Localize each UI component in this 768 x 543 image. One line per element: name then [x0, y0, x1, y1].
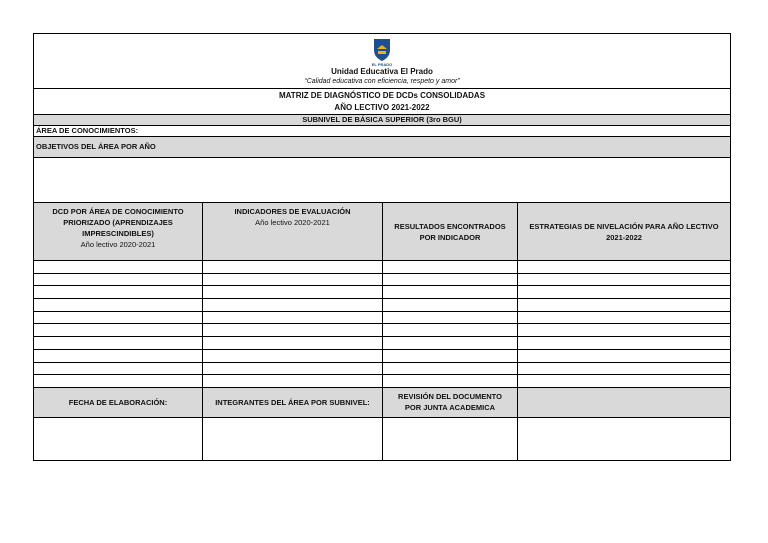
title-line-1: MATRIZ DE DIAGNÓSTICO DE DCDs CONSOLIDADAS [278, 91, 486, 100]
revision-line1: REVISIÓN DEL DOCUMENTO [398, 392, 502, 402]
footer-empty-cell[interactable] [518, 418, 730, 460]
col3-line1: RESULTADOS ENCONTRADOS [394, 221, 506, 231]
column-header-estrategias [518, 203, 730, 260]
school-name: Unidad Educativa El Prado [331, 67, 433, 76]
col1-line1: DCD POR ÁREA DE CONOCIMIENTO [52, 207, 184, 216]
column-header-resultados [383, 203, 518, 260]
column-header-indicadores [203, 203, 383, 260]
school-motto: “Calidad educativa con eficiencia, respeto y amor” [304, 78, 460, 85]
col1-line2: PRIORIZADO (APRENDIZAJES [63, 218, 173, 227]
subnivel-label: SUBNIVEL DE BÁSICA SUPERIOR (3ro BGU) [34, 115, 730, 126]
table-row[interactable] [34, 375, 730, 388]
col2-line2: Año lectivo 2020-2021 [255, 218, 330, 227]
col3-line2: POR INDICADOR [419, 232, 481, 242]
table-row[interactable] [34, 261, 730, 274]
revision-input-cell[interactable] [383, 418, 518, 460]
table-row[interactable] [34, 286, 730, 299]
objetivos-input-area[interactable] [34, 158, 730, 203]
col4-line2: 2021-2022 [606, 232, 642, 242]
footer-empty-header [518, 388, 730, 417]
integrantes-label: INTEGRANTES DEL ÁREA POR SUBNIVEL: [203, 388, 383, 417]
col2-line1: INDICADORES DE EVALUACIÓN [234, 207, 351, 216]
school-logo [370, 37, 394, 65]
table-row[interactable] [34, 363, 730, 376]
table-row[interactable] [34, 324, 730, 337]
revision-line2: POR JUNTA ACADEMICA [404, 403, 496, 413]
col1-line3: IMPRESCINDIBLES) [82, 229, 154, 238]
table-header-row [34, 203, 730, 261]
col1-line4: Año lectivo 2020-2021 [80, 240, 156, 249]
shield-icon [370, 37, 394, 63]
objetivos-label: OBJETIVOS DEL ÁREA POR AÑO [34, 137, 730, 158]
table-row[interactable] [34, 350, 730, 363]
col4-line1: ESTRATEGIAS DE NIVELACIÓN PARA AÑO LECTIVO [529, 221, 719, 231]
footer-input-row [34, 418, 730, 460]
fecha-elaboracion-label: FECHA DE ELABORACIÓN: [34, 388, 203, 417]
document-title [34, 89, 730, 115]
area-label: ÁREA DE CONOCIMIENTOS: [34, 126, 730, 137]
table-row[interactable] [34, 274, 730, 287]
column-header-dcd [34, 203, 203, 260]
logo-text: EL PRADO [371, 62, 393, 67]
revision-label [383, 388, 518, 417]
diagnostic-matrix-sheet [33, 33, 731, 461]
document-header [34, 34, 730, 89]
table-row[interactable] [34, 337, 730, 350]
footer-header-row [34, 388, 730, 418]
integrantes-input-cell[interactable] [203, 418, 383, 460]
table-row[interactable] [34, 312, 730, 325]
fecha-input-cell[interactable] [34, 418, 203, 460]
table-row[interactable] [34, 299, 730, 312]
title-line-2: AÑO LECTIVO 2021-2022 [334, 103, 430, 112]
